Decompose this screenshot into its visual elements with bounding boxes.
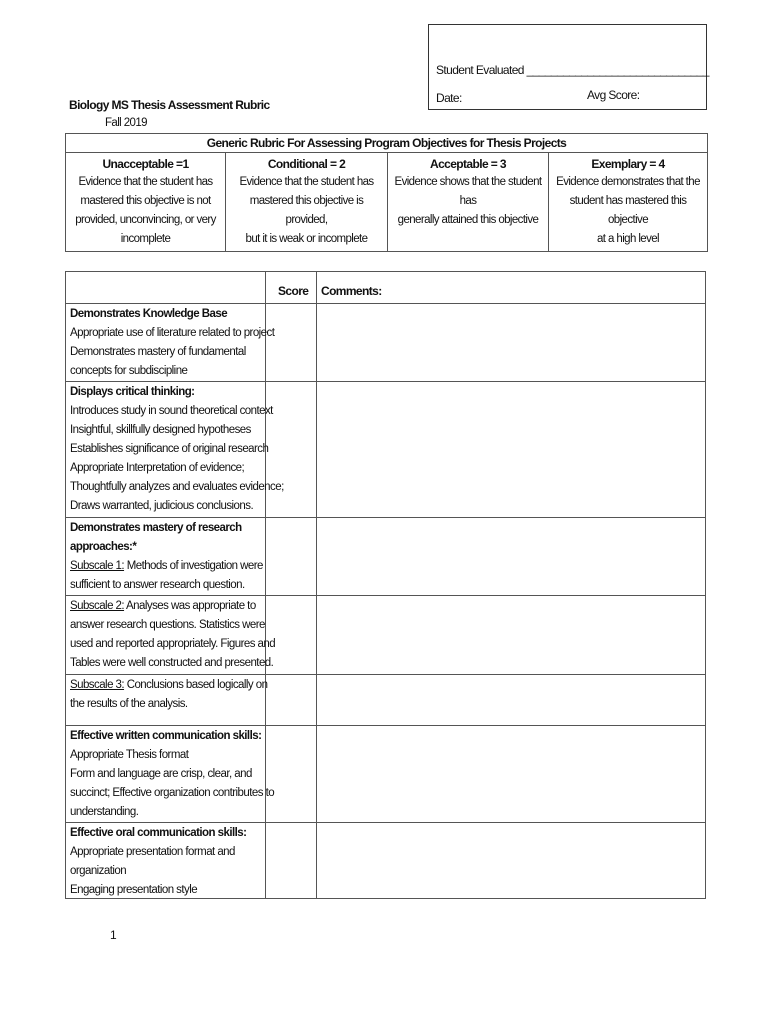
criterion-line: Form and language are crisp, clear, and	[70, 768, 252, 780]
level-acceptable	[388, 153, 549, 252]
criterion-title: Demonstrates Knowledge Base	[70, 308, 228, 320]
criterion-line-text: Methods of investigation were	[124, 560, 263, 572]
level-description-line: incomplete	[120, 233, 171, 245]
document-title: Biology MS Thesis Assessment Rubric	[69, 98, 270, 112]
generic-rubric-heading: Generic Rubric For Assessing Program Objectives for Thesis Projects	[66, 134, 707, 153]
document-term: Fall 2019	[105, 117, 147, 129]
criterion-line: understanding.	[70, 806, 139, 818]
criterion-line: sufficient to answer research question.	[70, 579, 245, 591]
comments-cell[interactable]	[316, 675, 705, 726]
level-title: Acceptable = 3	[430, 157, 506, 171]
criterion-line: the results of the analysis.	[70, 698, 188, 710]
score-cell[interactable]	[266, 596, 317, 675]
table-row	[66, 517, 705, 596]
comments-header: Comments:	[321, 284, 382, 298]
criterion-cell	[66, 596, 276, 675]
score-cell[interactable]	[266, 823, 317, 899]
criterion-line	[70, 557, 265, 576]
criterion-line: Appropriate Thesis format	[70, 749, 189, 761]
level-description-line: Evidence shows that the student has	[394, 176, 542, 207]
criterion-line: Draws warranted, judicious conclusions.	[70, 500, 254, 512]
level-description-line: generally attained this objective	[397, 214, 539, 226]
criterion-line: Tables were well constructed and presented.	[70, 657, 274, 669]
level-conditional	[226, 153, 388, 252]
level-description-line: Evidence that the student has	[78, 176, 213, 188]
criterion-line: Insightful, skillfully designed hypotheses	[70, 424, 251, 436]
level-description-line: at a high level	[597, 233, 659, 245]
criterion-line: Engaging presentation style	[70, 884, 198, 896]
criterion-line: organization	[70, 865, 127, 877]
date-field-label: Date:	[436, 91, 462, 105]
table-row	[66, 381, 705, 518]
criterion-line: Thoughtfully analyzes and evaluates evidence;	[70, 481, 284, 493]
score-header-cell	[266, 272, 317, 303]
criterion-line: concepts for subdiscipline	[70, 365, 188, 377]
criterion-title: Effective written communication skills:	[70, 730, 262, 742]
criterion-cell	[66, 304, 275, 382]
criterion-title: Demonstrates mastery of research	[70, 522, 242, 534]
table-row	[66, 595, 705, 675]
table-row	[66, 822, 705, 899]
level-description-line: Evidence demonstrates that the	[556, 176, 700, 188]
level-description-line: Evidence that the student has	[239, 176, 374, 188]
criterion-line: Appropriate use of literature related to project	[70, 327, 275, 339]
criterion-line: Introduces study in sound theoretical context	[70, 405, 273, 417]
level-description-line: mastered this objective is not	[80, 195, 211, 207]
criterion-line: answer research questions. Statistics were	[70, 619, 265, 631]
criterion-line	[70, 676, 268, 695]
level-unacceptable	[66, 153, 226, 252]
comments-cell[interactable]	[316, 726, 705, 823]
comments-header-cell	[316, 272, 705, 303]
criterion-cell	[66, 518, 266, 596]
comments-cell[interactable]	[316, 823, 705, 899]
student-evaluated-field[interactable]: Student Evaluated ______________________________	[436, 63, 709, 77]
score-header: Score	[278, 284, 309, 298]
criterion-cell	[66, 382, 284, 518]
criterion-cell	[66, 726, 275, 823]
subscale-label: Subscale 3:	[70, 679, 125, 691]
comments-cell[interactable]	[316, 518, 705, 596]
subscale-label: Subscale 2:	[70, 600, 125, 612]
criterion-cell	[66, 823, 266, 899]
criterion-title: Effective oral communication skills:	[70, 827, 247, 839]
criterion-line: used and reported appropriately. Figures and	[70, 638, 276, 650]
page-number: 1	[110, 928, 117, 942]
level-title: Exemplary = 4	[591, 157, 665, 171]
student-evaluation-box	[428, 24, 707, 110]
criterion-line-text: Analyses was appropriate to	[124, 600, 256, 612]
score-cell[interactable]	[266, 518, 317, 596]
level-exemplary	[549, 153, 707, 252]
generic-rubric-table	[65, 133, 708, 252]
level-description-line: student has mastered this objective	[569, 195, 687, 226]
level-description-line: mastered this objective is provided,	[249, 195, 364, 226]
criterion-line: Demonstrates mastery of fundamental	[70, 346, 246, 358]
level-description-line: provided, unconvincing, or very	[75, 214, 216, 226]
criterion-line: Appropriate Interpretation of evidence;	[70, 462, 245, 474]
avg-score-label: Avg Score:	[587, 88, 640, 102]
criteria-header-cell	[66, 272, 266, 303]
rubric-levels-row	[66, 153, 707, 252]
criterion-line	[70, 597, 265, 616]
criterion-cell	[66, 675, 266, 726]
criterion-line: Appropriate presentation format and	[70, 846, 235, 858]
table-row	[66, 674, 705, 726]
subscale-label: Subscale 1:	[70, 560, 125, 572]
comments-cell[interactable]	[316, 382, 705, 518]
assessment-table	[65, 271, 706, 899]
comments-cell[interactable]	[316, 596, 705, 675]
table-row	[66, 725, 705, 823]
level-title: Conditional = 2	[267, 157, 346, 171]
criterion-title: Displays critical thinking:	[70, 386, 195, 398]
level-title: Unacceptable =1	[102, 157, 189, 171]
table-header-row	[66, 272, 705, 303]
score-cell[interactable]	[266, 675, 317, 726]
criterion-line: Establishes significance of original research	[70, 443, 269, 455]
criterion-line-text: Conclusions based logically on	[124, 679, 268, 691]
level-description-line: but it is weak or incomplete	[245, 233, 368, 245]
score-cell[interactable]	[266, 304, 317, 382]
criterion-line: succinct; Effective organization contributes to	[70, 787, 275, 799]
score-cell[interactable]	[266, 382, 317, 518]
criterion-title: approaches:*	[70, 541, 137, 553]
table-row	[66, 303, 705, 382]
score-cell[interactable]	[266, 726, 317, 823]
comments-cell[interactable]	[316, 304, 705, 382]
